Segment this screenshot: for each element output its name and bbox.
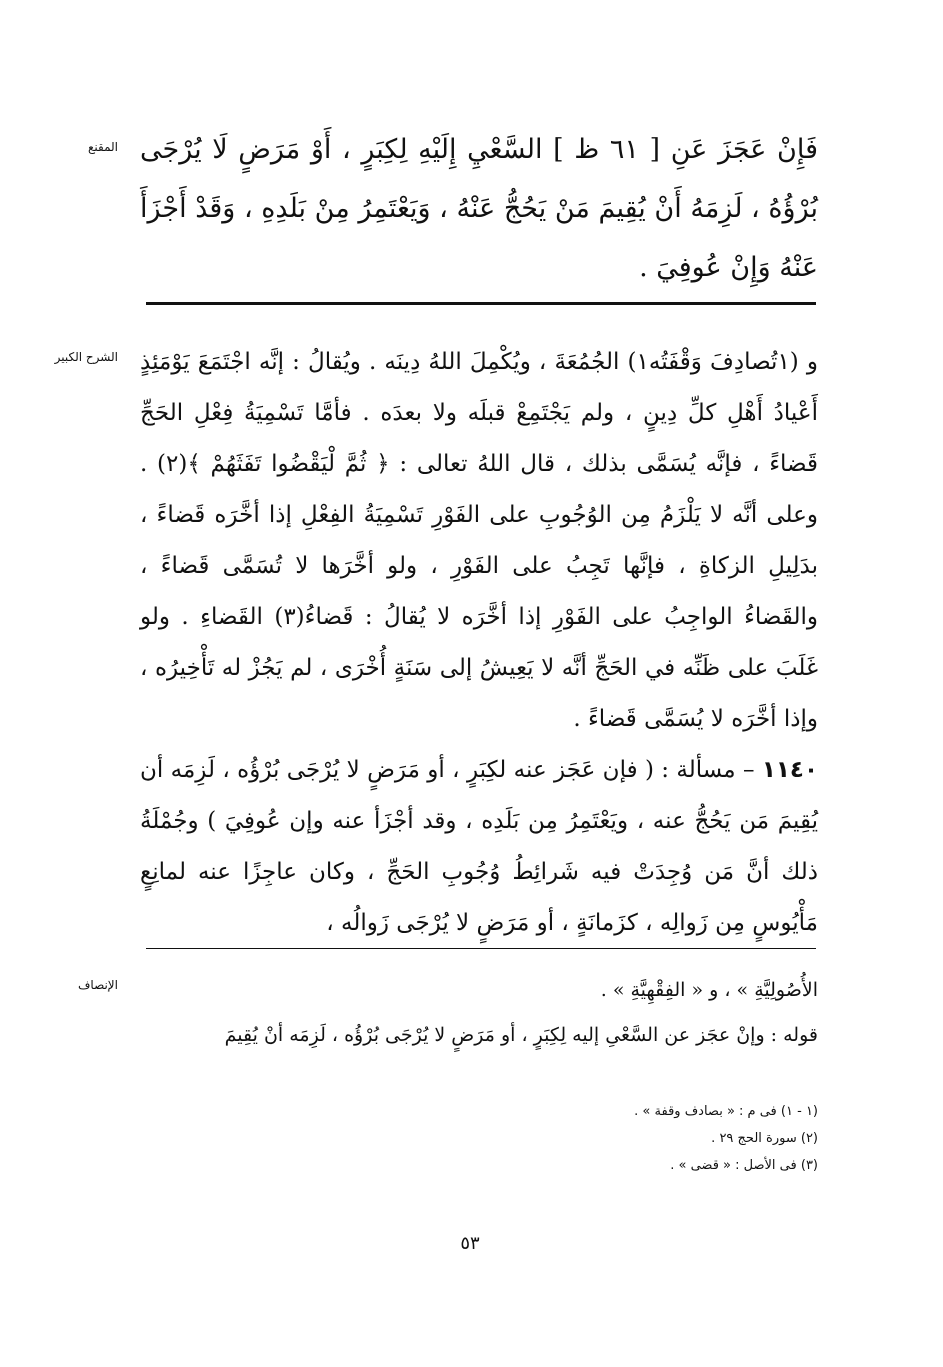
- footnote-3: (٣) فى الأصل : « قضى » .: [670, 1158, 818, 1173]
- masala-number: ١١٤٠: [761, 757, 818, 783]
- sharh-text-block: [140, 337, 818, 949]
- sharh-paragraph-1: و (١تُصادِفَ وَقْفَتُه١) الجُمُعَةَ ، ويُكْمِلَ اللهُ دِينَه . ويُقالُ : إنَّه اجْتَمَعَ يَوْمَئِذٍ أَعْيادُ أَهْلِ كلِّ دِينٍ ، ولم يَجْتَمِعْ قبلَه ولا بعدَه . فأمَّا تَسْمِيَةُ فِعْلِ الحَجِّ قَضاءً ، فإنَّه يُسَمَّى بذلك ، قال اللهُ تعالى : ﴿ ثُمَّ لْيَقْضُوا تَفَثَهُمْ ﴾(٢) . وعلى أنَّه لا يَلْزَمُ مِن الوُجُوبِ على الفَوْرِ تَسْمِيَةُ الفِعْلِ إذا أخَّرَه قَضاءً ، بدَلِيلِ الزكاةِ ، فإنَّها تَجِبُ على الفَوْرِ ، ولو أخَّرَها لا تُسَمَّى قَضاءً ، والقَضاءُ الواجِبُ على الفَوْرِ إذا أخَّرَه لا يُقالُ : قَضاءُ(٣) القَضاءِ . ولو غَلَبَ على ظَنِّه في الحَجِّ أنَّه لا يَعِيشُ إلى سَنَةٍ أُخْرَى ، لم يَجُزْ له تَأْخِيرُه ، وإذا أخَّرَه لا يُسَمَّى قَضاءً .: [140, 349, 818, 732]
- masala-text: – مسألة : ( فإن عَجَز عنه لكِبَرٍ ، أو مَرَضٍ لا يُرْجَى بُرْؤُه ، لَزِمَه أن يُقِيمَ مَن يَحُجُّ عنه ، ويَعْتَمِرُ مِن بَلَدِه ، وقد أجْزَأ عنه وإن عُوفِيَ ) وجُمْلَةُ ذلك أنَّ مَن وُجِدَتْ فيه شَرائِطُ وُجُوبِ الحَجِّ ، وكان عاجِزًا عنه لمانِعٍ مَأْيُوسٍ مِن زَوالِه ، كزَمانَةٍ ، أو مَرَضٍ لا يُرْجَى زَوالُه ،: [140, 757, 818, 936]
- footnote-2: (٢) سورة الحج ٢٩ .: [711, 1131, 818, 1146]
- section-divider-thin: [146, 948, 816, 949]
- muqni-side-label: المقنع: [87, 140, 118, 154]
- footnote-1: (١ - ١) فى م : « بصادف وقفة » .: [634, 1104, 818, 1119]
- footnotes: [440, 1098, 818, 1179]
- section-divider-thick: [146, 302, 816, 305]
- insaf-line-1: الأُصُولِيَّةِ » ، و « الفِقْهِيَّةِ » .: [600, 979, 818, 1001]
- page-number: ٥٣: [460, 1233, 480, 1254]
- insaf-side-label: الإنصاف: [77, 978, 118, 992]
- insaf-text-block: [140, 968, 818, 1058]
- sharh-side-label: الشرح الكبير: [54, 350, 118, 364]
- muqni-text-block: فَإِنْ عَجَزَ عَنِ [ ٦١ ظ ] السَّعْيِ إِلَيْهِ لِكِبَرٍ ، أَوْ مَرَضٍ لَا يُرْجَى بُرْؤُهُ ، لَزِمَهُ أَنْ يُقِيمَ مَنْ يَحُجُّ عَنْهُ ، وَيَعْتَمِرُ مِنْ بَلَدِهِ ، وَقَدْ أَجْزَأَ عَنْهُ وَإِنْ عُوفِيَ .: [140, 134, 818, 283]
- sharh-paragraph-2: [140, 745, 818, 949]
- insaf-line-2: قوله : وإنْ عجَز عن السَّعْىِ إليه لِكِبَرٍ ، أو مَرَضٍ لا يُرْجَى بُرْؤُه ، لَزِمَه أنْ يُقِيمَ: [224, 1024, 818, 1046]
